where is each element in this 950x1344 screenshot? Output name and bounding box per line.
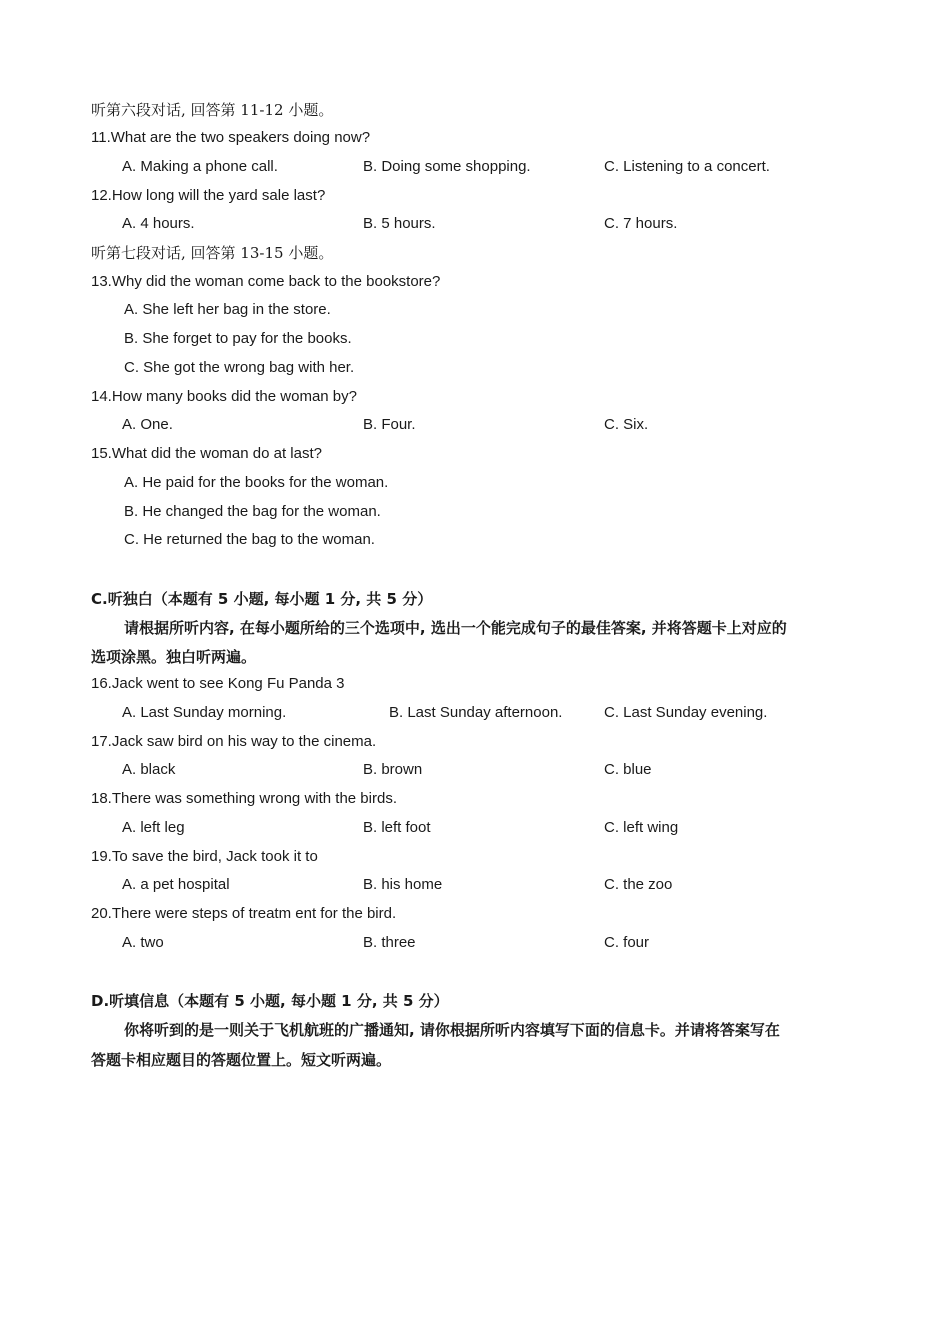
q16-option-b: B. Last Sunday afternoon.: [389, 704, 563, 721]
q15-option-c: C. He returned the bag to the woman.: [124, 531, 375, 548]
part-d-heading: D.听填信息（本题有 5 小题, 每小题 1 分, 共 5 分）: [91, 992, 449, 1010]
q17-option-a: A. black: [122, 761, 176, 778]
q19-option-c: C. the zoo: [604, 876, 673, 893]
q14-option-c: C. Six.: [604, 416, 649, 433]
q15-option-a: A. He paid for the books for the woman.: [124, 474, 389, 491]
q20-option-c: C. four: [604, 934, 650, 951]
question-12: 12.How long will the yard sale last?: [91, 187, 326, 204]
q12-option-b: B. 5 hours.: [363, 215, 436, 232]
question-13: 13.Why did the woman come back to the bookstore?: [91, 273, 441, 290]
q19-option-b: B. his home: [363, 876, 443, 893]
q11-option-b: B. Doing some shopping.: [363, 158, 531, 175]
q18-option-b: B. left foot: [363, 819, 431, 836]
q14-option-b: B. Four.: [363, 416, 416, 433]
question-11: 11.What are the two speakers doing now?: [91, 129, 371, 146]
part-c-instructions-line1: 请根据所听内容, 在每小题所给的三个选项中, 选出一个能完成句子的最佳答案, 并将答题卡上对应的: [124, 619, 787, 637]
q17-option-b: B. brown: [363, 761, 423, 778]
q13-option-b: B. She forget to pay for the books.: [124, 330, 352, 347]
q14-option-a: A. One.: [122, 416, 173, 433]
question-16: 16.Jack went to see Kong Fu Panda 3: [91, 675, 345, 692]
question-20: 20.There were steps of treatm ent for the bird.: [91, 905, 397, 922]
question-17: 17.Jack saw bird on his way to the cinema.: [91, 733, 377, 750]
q20-option-b: B. three: [363, 934, 416, 951]
q11-option-c: C. Listening to a concert.: [604, 158, 770, 175]
q16-option-a: A. Last Sunday morning.: [122, 704, 287, 721]
question-15: 15.What did the woman do at last?: [91, 445, 322, 462]
q13-option-a: A. She left her bag in the store.: [124, 301, 331, 318]
section6-heading: 听第六段对话, 回答第 11-12 小题。: [91, 101, 334, 119]
part-d-instructions-line2: 答题卡相应题目的答题位置上。短文听两遍。: [91, 1051, 392, 1069]
q12-option-c: C. 7 hours.: [604, 215, 678, 232]
part-c-instructions-line2: 选项涂黑。独白听两遍。: [91, 648, 257, 666]
q17-option-c: C. blue: [604, 761, 652, 778]
q19-option-a: A. a pet hospital: [122, 876, 230, 893]
q15-option-b: B. He changed the bag for the woman.: [124, 503, 381, 520]
q16-option-c: C. Last Sunday evening.: [604, 704, 768, 721]
section7-heading: 听第七段对话, 回答第 13-15 小题。: [91, 244, 334, 262]
question-19: 19.To save the bird, Jack took it to: [91, 848, 318, 865]
question-14: 14.How many books did the woman by?: [91, 388, 357, 405]
q12-option-a: A. 4 hours.: [122, 215, 195, 232]
q20-option-a: A. two: [122, 934, 164, 951]
q18-option-a: A. left leg: [122, 819, 185, 836]
q11-option-a: A. Making a phone call.: [122, 158, 278, 175]
part-d-instructions-line1: 你将听到的是一则关于飞机航班的广播通知, 请你根据所听内容填写下面的信息卡。并请将答案写在: [124, 1021, 780, 1039]
q13-option-c: C. She got the wrong bag with her.: [124, 359, 355, 376]
part-c-heading: C.听独白（本题有 5 小题, 每小题 1 分, 共 5 分）: [91, 590, 433, 608]
q18-option-c: C. left wing: [604, 819, 679, 836]
question-18: 18.There was something wrong with the birds.: [91, 790, 397, 807]
